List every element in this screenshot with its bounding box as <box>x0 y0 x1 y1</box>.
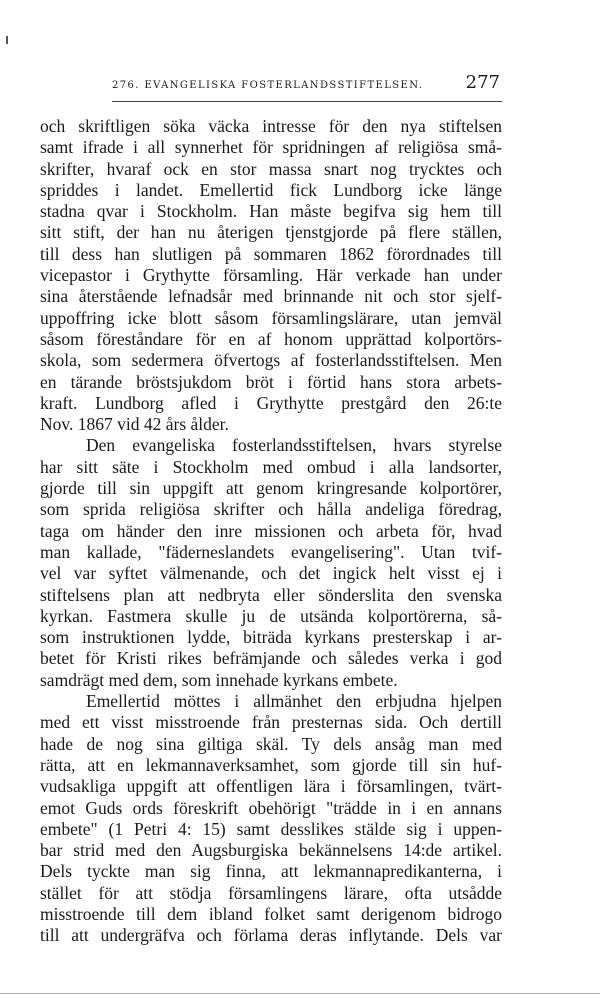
text-line: som instruktionen lydde, biträda kyrkans presterskap i ar- <box>40 627 502 648</box>
page-header <box>112 72 502 102</box>
text-line: skola, som sedermera öfvertogs af fosterlandsstiftelsen. Men <box>40 350 502 371</box>
text-line: rätta, att en lekmannaverksamhet, som gjorde till sin huf- <box>40 754 502 775</box>
text-line: Nov. 1867 vid 42 års ålder. <box>40 414 229 435</box>
body-text <box>40 116 502 947</box>
text-line: sina återstående lefnadsår med brinnande nit och stor sjelf- <box>40 286 502 307</box>
page-number: 277 <box>465 72 500 93</box>
text-line: hade de nog sina giltiga skäl. Ty dels ansåg man med <box>40 733 502 754</box>
text-line: stadna qvar i Stockholm. Han måste begifva sig hem till <box>40 201 502 222</box>
text-line: samt ifrade i all synnerhet för spridningen af religiösa små- <box>40 137 502 158</box>
text-line: vel var syftet välmenande, och det ingick helt visst ej i <box>40 563 502 584</box>
text-line: misstroende till dem ibland folket samt derigenom bidrogo <box>40 903 502 924</box>
text-line: stället för att stödja församlingens lärare, ofta utsådde <box>40 882 502 903</box>
text-line: Emellertid möttes i allmänhet den erbjudna hjelpen <box>86 691 502 712</box>
text-line: Den evangeliska fosterlandsstiftelsen, hvars styrelse <box>86 435 502 456</box>
text-line: uppoffring icke blott såsom församlingslärare, utan jemväl <box>40 307 502 328</box>
text-line: kraft. Lundborg afled i Grythytte prestgård den 26:te <box>40 392 502 413</box>
header-rule <box>112 101 502 102</box>
text-line: har sitt säte i Stockholm med ombud i alla landsorter, <box>40 456 502 477</box>
margin-mark <box>6 36 8 44</box>
text-line: taga om händer den inre missionen och arbeta för, hvad <box>40 520 502 541</box>
text-line: och skriftligen söka väcka intresse för den nya stiftelsen <box>40 116 502 136</box>
text-line: en tärande bröstsjukdom bröt i förtid hans stora arbets- <box>40 371 502 392</box>
text-line: kyrkan. Fastmera skulle ju de utsända kolportörerna, så- <box>40 605 502 626</box>
text-line: med ett visst misstroende från presternas sida. Och dertill <box>40 712 502 733</box>
text-line: sitt stift, der han nu återigen tjenstgjorde på flere ställen, <box>40 222 502 243</box>
text-line: samdrägt med dem, som innehade kyrkans embete. <box>40 669 398 690</box>
text-line: vicepastor i Grythytte församling. Här verkade han under <box>40 265 502 286</box>
text-line: stiftelsens plan att nedbryta eller sönderslita den svenska <box>40 584 502 605</box>
text-line: emot Guds ords föreskrift obehörigt "trädde in i en annans <box>40 797 502 818</box>
text-line: embete" (1 Petri 4: 15) samt desslikes stälde sig i uppen- <box>40 818 502 839</box>
text-line: man kallade, "fäderneslandets evangelisering". Utan tvif- <box>40 541 502 562</box>
running-title: 276. EVANGELISKA FOSTERLANDSSTIFTELSEN. <box>112 80 424 91</box>
text-line: vudsakliga uppgift att offentligen lära i församlingen, tvärt- <box>40 776 502 797</box>
text-line: bar strid med den Augsburgiska bekännelsens 14:de artikel. <box>40 840 502 861</box>
text-line: gjorde till sin uppgift att genom kringresande kolportörer, <box>40 478 502 499</box>
text-line: såsom föreståndare för en af honom upprättad kolportörs- <box>40 328 502 349</box>
text-line: som sprida religiösa skrifter och hålla andeliga föredrag, <box>40 499 502 520</box>
text-line: betet för Kristi rikes befrämjande och således verka i god <box>40 648 502 669</box>
text-line: till dess han slutligen på sommaren 1862 förordnades till <box>40 243 502 264</box>
text-line: Dels tyckte man sig finna, att lekmannapredikanterna, i <box>40 861 502 882</box>
scan-edge-line <box>0 993 600 994</box>
text-line: till att undergräfva och förlama deras inflytande. Dels var <box>40 925 502 946</box>
text-line: spriddes i landet. Emellertid fick Lundborg icke länge <box>40 179 502 200</box>
text-line: skrifter, hvaraf ock en stor massa snart nog trycktes och <box>40 158 502 179</box>
